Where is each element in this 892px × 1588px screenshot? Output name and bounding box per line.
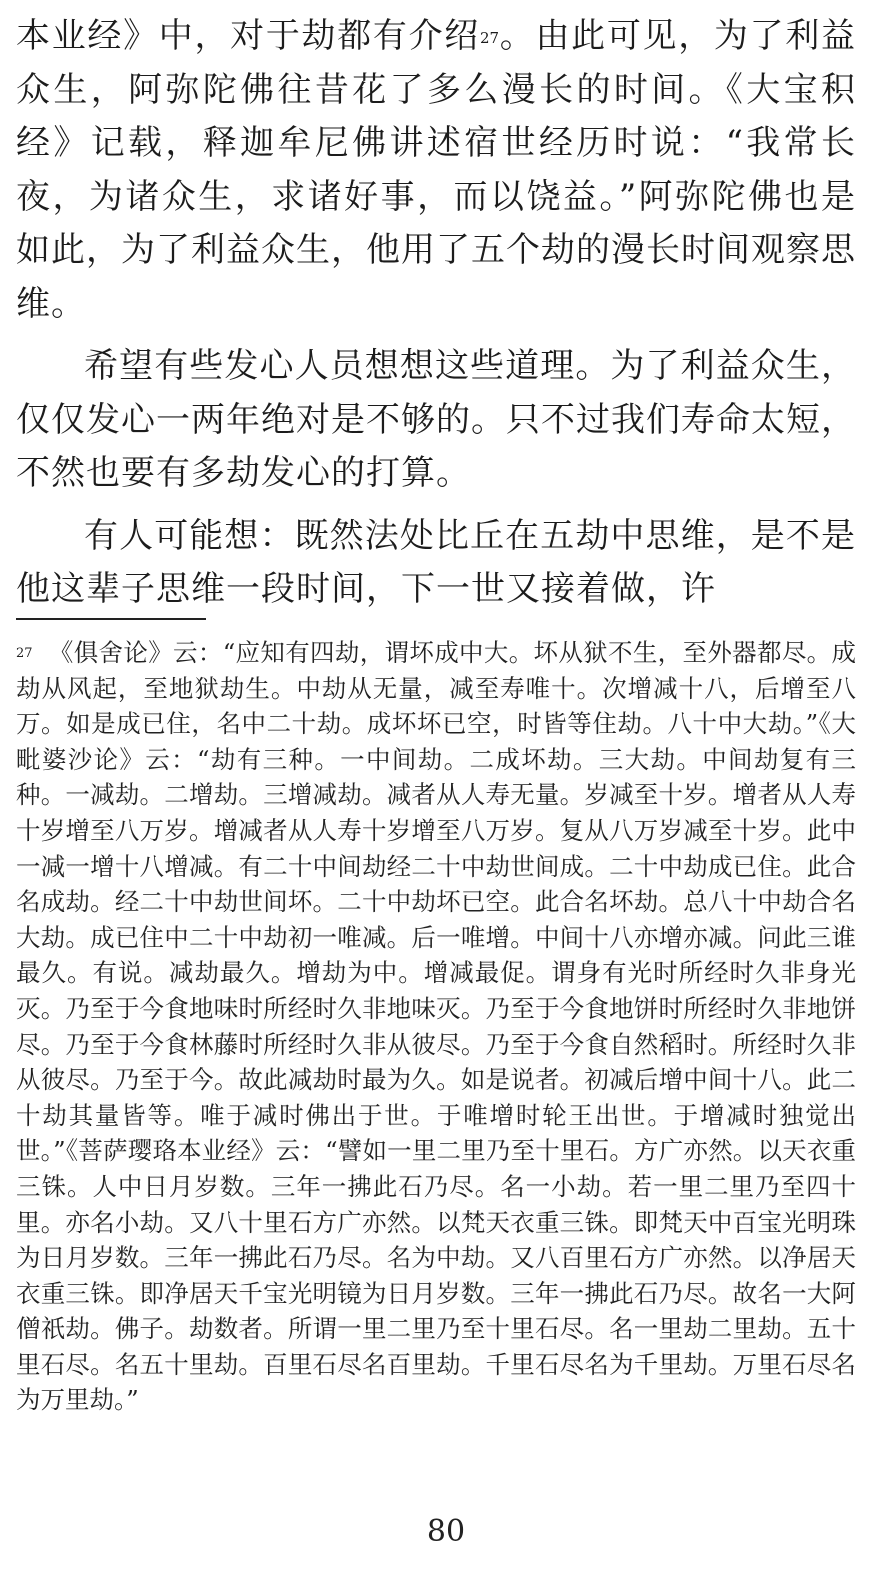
body-text <box>16 10 856 617</box>
page-number: 80 <box>426 1514 466 1549</box>
footnote <box>16 635 856 1418</box>
paragraph-1 <box>16 10 856 331</box>
paragraph-1-text-b: 。由此可见，为了利益众生，阿弥陀佛往昔花了多么漫长的时间。《大宝积经》记载，释迦牟尼佛讲述宿世经历时说：“我常长夜，为诸众生，求诸好事，而以饶益。”阿弥陀佛也是如此，为了利益众生，他用了五个劫的漫长时间观察思维。 <box>16 16 857 324</box>
footnote-reference: 27 <box>480 29 500 47</box>
paragraph-1-text-a: 本业经》中，对于劫都有介绍 <box>16 16 480 56</box>
footnote-text: 《俱舍论》云：“应知有四劫，谓坏成中大。坏从狱不生，至外器都尽。成劫从风起，至地狱劫生。中劫从无量，减至寿唯十。次增减十八，后增至八万。如是成已住，名中二十劫。成坏坏已空，时皆等住劫。八十中大劫。”《大毗婆沙论》云：“劫有三种。一中间劫。二成坏劫。三大劫。中间劫复有三种。一减劫。二增劫。三增减劫。减者从人寿无量。岁减至十岁。增者从人寿十岁增至八万岁。增减者从人寿十岁增至八万岁。复从八万岁减至十岁。此中一减一增十八增减。有二十中间劫经二十中劫世间成。二十中劫成已住。此合名成劫。经二十中劫世间坏。二十中劫坏已空。此合名坏劫。总八十中劫合名大劫。成已住中二十中劫初一唯减。后一唯增。中间十八亦增亦减。问此三谁最久。有说。减劫最久。增劫为中。增减最促。谓身有光时所经时久非身光灭。乃至于今食地味时所经时久非地味灭。乃至于今食地饼时所经时久非地饼尽。乃至于今食林藤时所经时久非从彼尽。乃至于今食自然稻时。所经时久非从彼尽。乃至于今。故此减劫时最为久。如是说者。初减后增中间十八。此二十劫其量皆等。唯于减时佛出于世。于唯增时轮王出世。于增减时独觉出世。”《菩萨璎珞本业经》云：“譬如一里二里乃至十里石。方广亦然。以天衣重三铢。人中日月岁数。三年一拂此石乃尽。名一小劫。若一里二里乃至四十里。亦名小劫。又八十里石方广亦然。以梵天衣重三铢。即梵天中百宝光明珠为日月岁数。三年一拂此石乃尽。名为中劫。又八百里石方广亦然。以净居天衣重三铢。即净居天千宝光明镜为日月岁数。三年一拂此石乃尽。故名一大阿僧祇劫。佛子。劫数者。所谓一里二里乃至十里石尽。名一里劫二里劫。五十里石尽。名五十里劫。百里石尽名百里劫。千里石尽名为千里劫。万里石尽名为万里劫。” <box>16 638 856 1415</box>
book-page <box>16 10 857 1415</box>
footnote-divider <box>16 618 206 620</box>
paragraph-2: 希望有些发心人员想想这些道理。为了利益众生，仅仅发心一两年绝对是不够的。只不过我们寿命太短，不然也要有多劫发心的打算。 <box>16 346 856 493</box>
footnote-number: 27 <box>16 646 33 661</box>
paragraph-3: 有人可能想：既然法处比丘在五劫中思维，是不是他这辈子思维一段时间，下一世又接着做，许 <box>16 515 856 609</box>
